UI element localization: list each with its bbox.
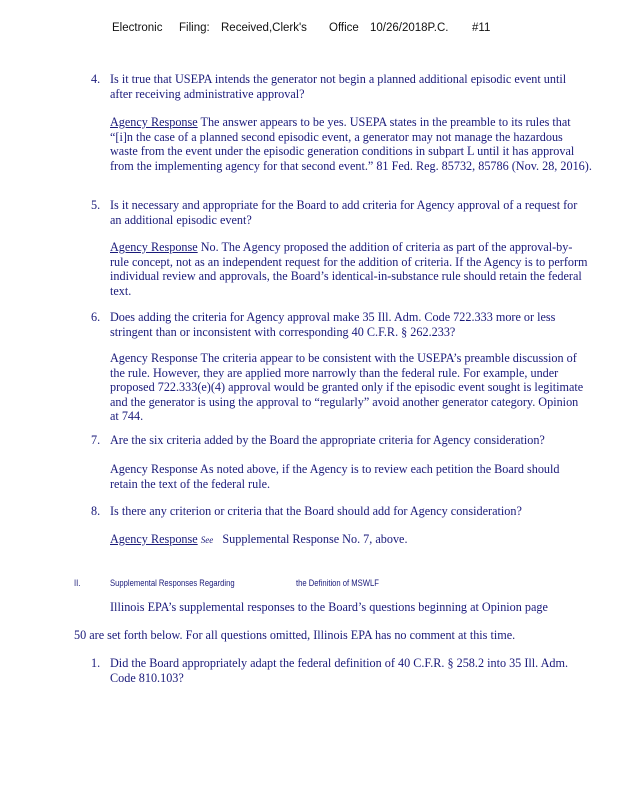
header-received: Received,Clerk's xyxy=(221,22,307,34)
question-text: Is it true that USEPA intends the generator not begin a planned additional episodic event until after receiving administrative approval? xyxy=(110,72,567,101)
answer-text: No. The Agency proposed the addition of criteria as part of the approval-by-rule concept, not as an independent request for the addition of criteria. If the Agency is to perform individual review and approvals, the Board’s identical-in-substance rule should retain the federal text. xyxy=(110,240,588,298)
question-text: Is there any criterion or criteria that the Board should add for Agency consideration? xyxy=(110,504,522,518)
question-5 xyxy=(91,198,588,227)
question-text: Did the Board appropriately adapt the federal definition of 40 C.F.R. § 258.2 into 35 Ill. Adm. Code 810.103? xyxy=(110,656,568,685)
intro-line-1: Illinois EPA’s supplemental responses to the Board’s questions beginning at Opinion page xyxy=(110,600,548,614)
question-4 xyxy=(91,72,588,101)
question-6 xyxy=(91,310,588,339)
question-text: Does adding the criteria for Agency approval make 35 Ill. Adm. Code 722.333 more or less stringent than or inconsistent with corresponding 40 C.F.R. § 262.233? xyxy=(110,310,556,339)
agency-response-label: Agency Response xyxy=(110,351,198,365)
question-mswlf-1 xyxy=(91,656,588,685)
answer-7 xyxy=(110,462,588,491)
answer-4 xyxy=(110,115,592,173)
section-title-continued: the Definition of MSWLF xyxy=(296,578,379,588)
page-header xyxy=(0,22,618,38)
agency-response-label: Agency Response xyxy=(110,462,198,476)
question-8 xyxy=(91,504,588,519)
agency-response-label: Agency Response xyxy=(110,115,198,129)
question-number: 8. xyxy=(91,504,101,518)
answer-6 xyxy=(110,351,588,424)
header-date: 10/26/2018P.C. xyxy=(370,22,449,34)
intro-line-2: 50 are set forth below. For all questions omitted, Illinois EPA has no comment at this time. xyxy=(74,628,516,642)
question-text: Is it necessary and appropriate for the Board to add criteria for Agency approval of a request for an additional episodic event? xyxy=(110,198,578,227)
header-filing: Filing: xyxy=(179,22,210,34)
header-office: Office xyxy=(329,22,359,34)
answer-8 xyxy=(110,532,588,548)
answer-text: The criteria appear to be consistent with the USEPA’s preamble discussion of the rule. However, they are applied more narrowly than the federal rule. For example, under proposed 722.333(e)(4) approval would be granted only if the episodic event sought is legitimate and the generator is using the approval to “regularly” avoid another generator category. Opinion at 744. xyxy=(110,351,584,424)
see-signal: See xyxy=(200,535,214,545)
question-text: Are the six criteria added by the Board the appropriate criteria for Agency consideration? xyxy=(110,433,545,447)
question-number: 4. xyxy=(91,72,101,86)
answer-5 xyxy=(110,240,588,298)
question-7 xyxy=(91,433,588,448)
answer-text: As noted above, if the Agency is to review each petition the Board should retain the text of the federal rule. xyxy=(110,462,560,491)
question-number: 7. xyxy=(91,433,101,447)
answer-text: The answer appears to be yes. USEPA states in the preamble to its rules that “[i]n the case of a planned second episodic event, a generator may not manage the hazardous waste from the event under the episodic generation conditions in subpart L until it has approval from the implementing agency for that second event.” 81 Fed. Reg. 85732, 85786 (Nov. 28, 2016). xyxy=(110,115,592,173)
header-number: #11 xyxy=(472,22,491,34)
agency-response-label: Agency Response xyxy=(110,532,198,546)
section-title: Supplemental Responses Regarding xyxy=(110,578,235,588)
header-electronic: Electronic xyxy=(112,22,163,34)
answer-text: Supplemental Response No. 7, above. xyxy=(222,532,408,546)
question-number: 6. xyxy=(91,310,101,324)
section-number: II. xyxy=(74,578,81,588)
question-number: 5. xyxy=(91,198,101,212)
question-number: 1. xyxy=(91,656,101,670)
agency-response-label: Agency Response xyxy=(110,240,198,254)
